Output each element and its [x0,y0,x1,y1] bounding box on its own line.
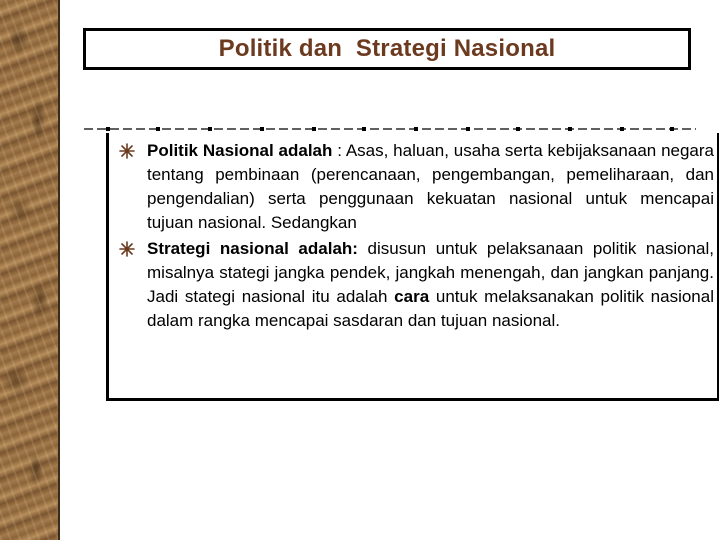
decorative-marble-strip [0,0,58,540]
bullet-strategi-nasional [119,237,714,333]
bullet-emphasis: cara [394,287,430,306]
title-box [83,28,691,70]
side-divider [58,0,60,540]
bullet-politik-nasional [119,139,714,235]
bullet-term: Politik Nasional adalah [147,141,333,160]
starburst-bullet-icon [119,241,135,257]
bullet-list [119,139,714,335]
content-box [106,133,719,401]
slide-title: Politik dan Strategi Nasional [218,35,556,62]
starburst-bullet-icon [119,143,135,159]
bullet-text: : Asas, haluan, usaha serta kebijaksanaan negara tentang pembinaan (perencanaan, pengembangan, pemeliharaan, dan pengendalian) serta penggunaan kekuatan nasional untuk mencapai tujuan nasional. Sedangkan [147,141,715,232]
bullet-text-after: untuk melaksanakan politik nasional dalam rangka mencapai sasdaran dan tujuan nasional. [147,287,714,330]
bullet-term: Strategi nasional adalah: [147,239,358,258]
bullet-text: disusun untuk pelaksanaan politik nasional, misalnya stategi jangka pendek, jangkah menengah, dan jangkan panjang. Jadi stategi nasional itu adalah [147,239,714,306]
dashed-separator [84,126,696,132]
